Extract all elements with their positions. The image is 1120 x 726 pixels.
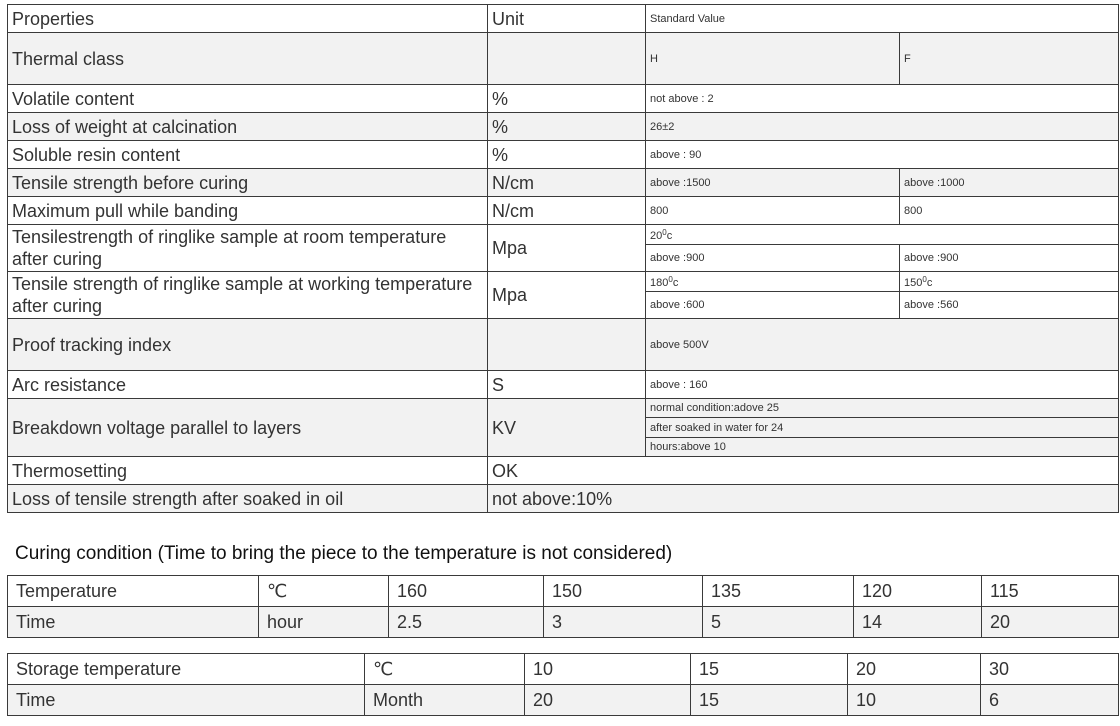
- curing-temperature-row: [8, 576, 1119, 607]
- curing-time-cell: 20: [982, 607, 1119, 638]
- row-thermosetting: [8, 457, 1119, 485]
- arc-value: above : 160: [646, 371, 1119, 399]
- row-tensile-room-temp: [8, 225, 1119, 245]
- row-soluble: [8, 141, 1119, 169]
- curing-temp-label: Temperature: [8, 576, 259, 607]
- weight-loss-label: Loss of weight at calcination: [8, 113, 488, 141]
- tensile-working-label: Tensile strength of ringlike sample at working temperature after curing: [8, 272, 488, 319]
- max-pull-h: 800: [646, 197, 900, 225]
- breakdown-line-3: hours:above 10: [646, 438, 1119, 457]
- curing-caption: Curing condition (Time to bring the piece to the temperature is not considered): [15, 543, 673, 564]
- curing-time-cell: 3: [544, 607, 703, 638]
- storage-table: [7, 653, 1119, 716]
- breakdown-unit: KV: [488, 399, 646, 457]
- volatile-unit: %: [488, 85, 646, 113]
- storage-temp-cell: 10: [525, 654, 691, 685]
- tensile-before-f: above :1000: [900, 169, 1119, 197]
- tensile-working-h: above :600: [646, 292, 900, 319]
- temp-number: 150: [904, 276, 923, 289]
- thermosetting-label: Thermosetting: [8, 457, 488, 485]
- tensile-working-h-temp: [646, 272, 900, 292]
- storage-temp-unit: ℃: [365, 654, 525, 685]
- soluble-value: above : 90: [646, 141, 1119, 169]
- thermal-class-h: H: [646, 33, 900, 85]
- storage-temperature-row: [8, 654, 1119, 685]
- storage-time-label: Time: [8, 685, 365, 716]
- temp-unit: c: [672, 276, 679, 289]
- header-properties: Properties: [8, 5, 488, 33]
- oil-loss-value: not above:10%: [488, 485, 1119, 513]
- temp-number: 180: [650, 276, 669, 289]
- thermal-class-f: F: [900, 33, 1119, 85]
- thermal-class-label: Thermal class: [8, 33, 488, 85]
- weight-loss-value: 26±2: [646, 113, 1119, 141]
- tensile-room-f: above :900: [900, 245, 1119, 272]
- curing-time-label: Time: [8, 607, 259, 638]
- thermal-class-unit: [488, 33, 646, 85]
- curing-temp-cell: 120: [854, 576, 982, 607]
- volatile-value: not above : 2: [646, 85, 1119, 113]
- storage-time-cell: 6: [981, 685, 1119, 716]
- curing-time-unit: hour: [259, 607, 389, 638]
- storage-temp-cell: 20: [848, 654, 981, 685]
- storage-time-unit: Month: [365, 685, 525, 716]
- curing-temp-cell: 135: [703, 576, 854, 607]
- breakdown-label: Breakdown voltage parallel to layers: [8, 399, 488, 457]
- row-weight-loss: [8, 113, 1119, 141]
- tensile-working-f: above :560: [900, 292, 1119, 319]
- row-tensile-working-temp: [8, 272, 1119, 292]
- temp-number: 20: [650, 229, 663, 242]
- tensile-room-unit: Mpa: [488, 225, 646, 272]
- tensile-room-temp: [646, 225, 1119, 245]
- row-thermal-class: [8, 33, 1119, 85]
- tensile-room-label: Tensilestrength of ringlike sample at room temperature after curing: [8, 225, 488, 272]
- weight-loss-unit: %: [488, 113, 646, 141]
- curing-temp-cell: 150: [544, 576, 703, 607]
- curing-temp-unit: ℃: [259, 576, 389, 607]
- tensile-room-h: above :900: [646, 245, 900, 272]
- row-proof-tracking: [8, 319, 1119, 371]
- thermosetting-value: OK: [488, 457, 1119, 485]
- curing-time-cell: 2.5: [389, 607, 544, 638]
- breakdown-line-1: normal condition:adove 25: [646, 399, 1119, 418]
- storage-temp-cell: 30: [981, 654, 1119, 685]
- temp-unit: c: [666, 229, 673, 242]
- row-volatile: [8, 85, 1119, 113]
- row-breakdown-1: [8, 399, 1119, 418]
- curing-temp-cell: 115: [982, 576, 1119, 607]
- temp-superscript: 0: [668, 274, 673, 284]
- soluble-label: Soluble resin content: [8, 141, 488, 169]
- storage-temp-cell: 15: [691, 654, 848, 685]
- row-tensile-before: [8, 169, 1119, 197]
- arc-label: Arc resistance: [8, 371, 488, 399]
- storage-time-cell: 20: [525, 685, 691, 716]
- storage-time-cell: 15: [691, 685, 848, 716]
- tensile-working-f-temp: [900, 272, 1119, 292]
- max-pull-unit: N/cm: [488, 197, 646, 225]
- curing-time-cell: 14: [854, 607, 982, 638]
- proof-tracking-value: above 500V: [646, 319, 1119, 371]
- curing-time-cell: 5: [703, 607, 854, 638]
- temp-superscript: 0: [662, 227, 667, 237]
- soluble-unit: %: [488, 141, 646, 169]
- row-max-pull: [8, 197, 1119, 225]
- row-arc-resistance: [8, 371, 1119, 399]
- curing-temp-cell: 160: [389, 576, 544, 607]
- storage-time-row: [8, 685, 1119, 716]
- tensile-working-unit: Mpa: [488, 272, 646, 319]
- header-standard-value: Standard Value: [646, 5, 1119, 33]
- header-row: [8, 5, 1119, 33]
- curing-time-row: [8, 607, 1119, 638]
- tensile-before-h: above :1500: [646, 169, 900, 197]
- volatile-label: Volatile content: [8, 85, 488, 113]
- tensile-before-unit: N/cm: [488, 169, 646, 197]
- storage-time-cell: 10: [848, 685, 981, 716]
- storage-temp-label: Storage temperature: [8, 654, 365, 685]
- proof-tracking-label: Proof tracking index: [8, 319, 488, 371]
- temp-superscript: 0: [922, 274, 927, 284]
- temp-unit: c: [926, 276, 933, 289]
- breakdown-line-2: after soaked in water for 24: [646, 418, 1119, 438]
- header-unit: Unit: [488, 5, 646, 33]
- tensile-before-label: Tensile strength before curing: [8, 169, 488, 197]
- max-pull-f: 800: [900, 197, 1119, 225]
- properties-table: [7, 4, 1119, 513]
- oil-loss-label: Loss of tensile strength after soaked in oil: [8, 485, 488, 513]
- row-oil-loss: [8, 485, 1119, 513]
- arc-unit: S: [488, 371, 646, 399]
- max-pull-label: Maximum pull while banding: [8, 197, 488, 225]
- curing-table: [7, 575, 1119, 638]
- proof-tracking-unit: [488, 319, 646, 371]
